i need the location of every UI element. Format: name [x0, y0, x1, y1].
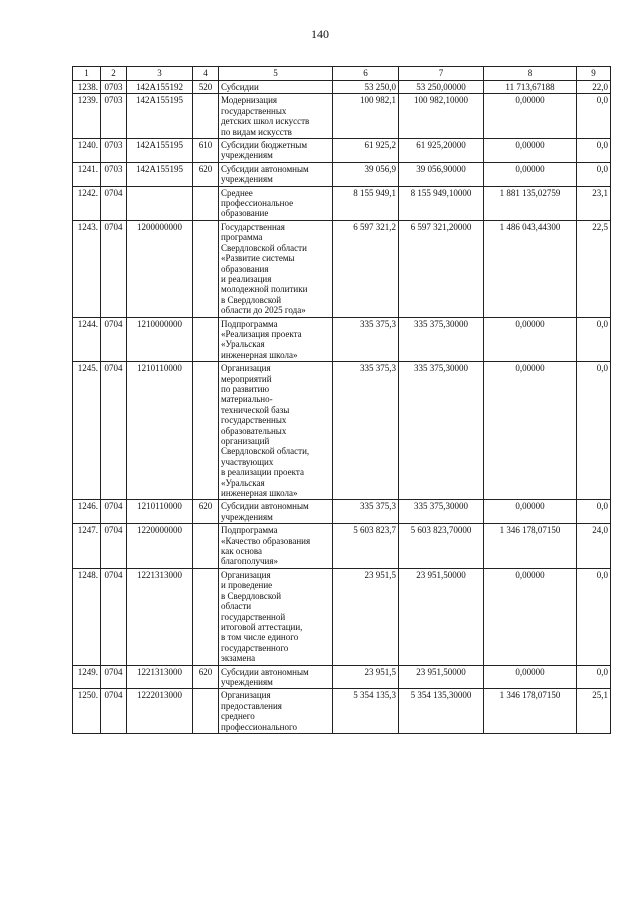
execution-percent-cell: 0,0	[577, 500, 611, 524]
target-article-cell: 142A155195	[127, 139, 193, 163]
target-article-cell: 1200000000	[127, 220, 193, 317]
section-code-cell: 0703	[101, 94, 127, 139]
approved-amount-cell: 61 925,20000	[399, 139, 484, 163]
section-code-cell: 0703	[101, 81, 127, 94]
planned-amount-cell: 335 375,3	[333, 500, 399, 524]
column-header: 4	[193, 67, 219, 81]
planned-amount-cell: 6 597 321,2	[333, 220, 399, 317]
column-header: 1	[73, 67, 101, 81]
approved-amount-cell: 335 375,30000	[399, 317, 484, 362]
table-row	[73, 81, 611, 94]
planned-amount-cell: 5 354 135,3	[333, 689, 399, 734]
approved-amount-cell: 39 056,90000	[399, 162, 484, 186]
section-code-cell: 0703	[101, 162, 127, 186]
item-name-cell: Субсидии автономным учреждениям	[219, 500, 333, 524]
executed-amount-cell: 0,00000	[484, 500, 577, 524]
table-row	[73, 317, 611, 362]
planned-amount-cell: 23 951,5	[333, 665, 399, 689]
table-row	[73, 500, 611, 524]
row-number-cell: 1240.	[73, 139, 101, 163]
section-code-cell: 0703	[101, 139, 127, 163]
planned-amount-cell: 5 603 823,7	[333, 524, 399, 569]
row-number-cell: 1244.	[73, 317, 101, 362]
planned-amount-cell: 335 375,3	[333, 317, 399, 362]
section-code-cell: 0704	[101, 220, 127, 317]
table-row	[73, 362, 611, 500]
row-number-cell: 1238.	[73, 81, 101, 94]
expense-type-cell	[193, 220, 219, 317]
target-article-cell: 1210110000	[127, 500, 193, 524]
execution-percent-cell: 0,0	[577, 317, 611, 362]
planned-amount-cell: 335 375,3	[333, 362, 399, 500]
row-number-cell: 1243.	[73, 220, 101, 317]
item-name-cell: Государственная программа Свердловской области «Развитие системы образования и реализация молодежной политики в Свердловской области до 2025 года»	[219, 220, 333, 317]
planned-amount-cell: 100 982,1	[333, 94, 399, 139]
table-row	[73, 186, 611, 220]
executed-amount-cell: 1 881 135,02759	[484, 186, 577, 220]
section-code-cell: 0704	[101, 317, 127, 362]
column-header: 9	[577, 67, 611, 81]
row-number-cell: 1248.	[73, 568, 101, 665]
expense-type-cell: 620	[193, 665, 219, 689]
budget-table	[72, 66, 611, 734]
column-header: 7	[399, 67, 484, 81]
planned-amount-cell: 61 925,2	[333, 139, 399, 163]
table-row	[73, 689, 611, 734]
item-name-cell: Организация мероприятий по развитию материально- технической базы государственных образовательных организаций Свердловской области, участвующих в реализации проекта «Уральская инженерная школа»	[219, 362, 333, 500]
table-header-row	[73, 67, 611, 81]
approved-amount-cell: 23 951,50000	[399, 568, 484, 665]
target-article-cell: 1210110000	[127, 362, 193, 500]
item-name-cell: Субсидии автономным учреждениям	[219, 162, 333, 186]
expense-type-cell	[193, 524, 219, 569]
table-row	[73, 568, 611, 665]
execution-percent-cell: 24,0	[577, 524, 611, 569]
approved-amount-cell: 23 951,50000	[399, 665, 484, 689]
section-code-cell: 0704	[101, 500, 127, 524]
planned-amount-cell: 53 250,0	[333, 81, 399, 94]
expense-type-cell	[193, 689, 219, 734]
section-code-cell: 0704	[101, 524, 127, 569]
row-number-cell: 1245.	[73, 362, 101, 500]
executed-amount-cell: 0,00000	[484, 568, 577, 665]
expense-type-cell	[193, 186, 219, 220]
execution-percent-cell: 0,0	[577, 665, 611, 689]
row-number-cell: 1250.	[73, 689, 101, 734]
executed-amount-cell: 0,00000	[484, 362, 577, 500]
executed-amount-cell: 1 486 043,44300	[484, 220, 577, 317]
executed-amount-cell: 0,00000	[484, 94, 577, 139]
item-name-cell: Организация и проведение в Свердловской области государственной итоговой аттестации, в том числе единого государственного экзамена	[219, 568, 333, 665]
row-number-cell: 1241.	[73, 162, 101, 186]
executed-amount-cell: 0,00000	[484, 317, 577, 362]
approved-amount-cell: 8 155 949,10000	[399, 186, 484, 220]
section-code-cell: 0704	[101, 568, 127, 665]
execution-percent-cell: 0,0	[577, 362, 611, 500]
execution-percent-cell: 0,0	[577, 94, 611, 139]
approved-amount-cell: 6 597 321,20000	[399, 220, 484, 317]
expense-type-cell: 520	[193, 81, 219, 94]
executed-amount-cell: 11 713,67188	[484, 81, 577, 94]
execution-percent-cell: 0,0	[577, 568, 611, 665]
target-article-cell: 1210000000	[127, 317, 193, 362]
execution-percent-cell: 0,0	[577, 162, 611, 186]
execution-percent-cell: 22,5	[577, 220, 611, 317]
expense-type-cell: 620	[193, 500, 219, 524]
row-number-cell: 1246.	[73, 500, 101, 524]
approved-amount-cell: 335 375,30000	[399, 362, 484, 500]
item-name-cell: Субсидии	[219, 81, 333, 94]
page-number: 140	[311, 27, 329, 41]
section-code-cell: 0704	[101, 689, 127, 734]
executed-amount-cell: 0,00000	[484, 665, 577, 689]
table-row	[73, 139, 611, 163]
target-article-cell	[127, 186, 193, 220]
table-row	[73, 94, 611, 139]
expense-type-cell	[193, 362, 219, 500]
approved-amount-cell: 100 982,10000	[399, 94, 484, 139]
column-header: 6	[333, 67, 399, 81]
item-name-cell: Субсидии автономным учреждениям	[219, 665, 333, 689]
expense-type-cell	[193, 317, 219, 362]
approved-amount-cell: 335 375,30000	[399, 500, 484, 524]
column-header: 5	[219, 67, 333, 81]
item-name-cell: Среднее профессиональное образование	[219, 186, 333, 220]
table-row	[73, 220, 611, 317]
target-article-cell: 142A155195	[127, 94, 193, 139]
execution-percent-cell: 0,0	[577, 139, 611, 163]
item-name-cell: Подпрограмма «Реализация проекта «Уральская инженерная школа»	[219, 317, 333, 362]
planned-amount-cell: 23 951,5	[333, 568, 399, 665]
executed-amount-cell: 0,00000	[484, 139, 577, 163]
approved-amount-cell: 5 354 135,30000	[399, 689, 484, 734]
planned-amount-cell: 39 056,9	[333, 162, 399, 186]
executed-amount-cell: 1 346 178,07150	[484, 689, 577, 734]
executed-amount-cell: 0,00000	[484, 162, 577, 186]
expense-type-cell: 610	[193, 139, 219, 163]
planned-amount-cell: 8 155 949,1	[333, 186, 399, 220]
expense-type-cell	[193, 94, 219, 139]
table-row	[73, 665, 611, 689]
target-article-cell: 1221313000	[127, 665, 193, 689]
approved-amount-cell: 5 603 823,70000	[399, 524, 484, 569]
row-number-cell: 1242.	[73, 186, 101, 220]
target-article-cell: 142A155195	[127, 162, 193, 186]
table-row	[73, 162, 611, 186]
column-header: 3	[127, 67, 193, 81]
item-name-cell: Подпрограмма «Качество образования как основа благополучия»	[219, 524, 333, 569]
item-name-cell: Организация предоставления среднего профессионального	[219, 689, 333, 734]
section-code-cell: 0704	[101, 186, 127, 220]
execution-percent-cell: 22,0	[577, 81, 611, 94]
table-row	[73, 524, 611, 569]
column-header: 2	[101, 67, 127, 81]
section-code-cell: 0704	[101, 665, 127, 689]
expense-type-cell: 620	[193, 162, 219, 186]
item-name-cell: Субсидии бюджетным учреждениям	[219, 139, 333, 163]
row-number-cell: 1249.	[73, 665, 101, 689]
row-number-cell: 1239.	[73, 94, 101, 139]
expense-type-cell	[193, 568, 219, 665]
target-article-cell: 1222013000	[127, 689, 193, 734]
section-code-cell: 0704	[101, 362, 127, 500]
approved-amount-cell: 53 250,00000	[399, 81, 484, 94]
target-article-cell: 1221313000	[127, 568, 193, 665]
item-name-cell: Модернизация государственных детских школ искусств по видам искусств	[219, 94, 333, 139]
execution-percent-cell: 23,1	[577, 186, 611, 220]
executed-amount-cell: 1 346 178,07150	[484, 524, 577, 569]
row-number-cell: 1247.	[73, 524, 101, 569]
column-header: 8	[484, 67, 577, 81]
target-article-cell: 1220000000	[127, 524, 193, 569]
target-article-cell: 142A155192	[127, 81, 193, 94]
execution-percent-cell: 25,1	[577, 689, 611, 734]
